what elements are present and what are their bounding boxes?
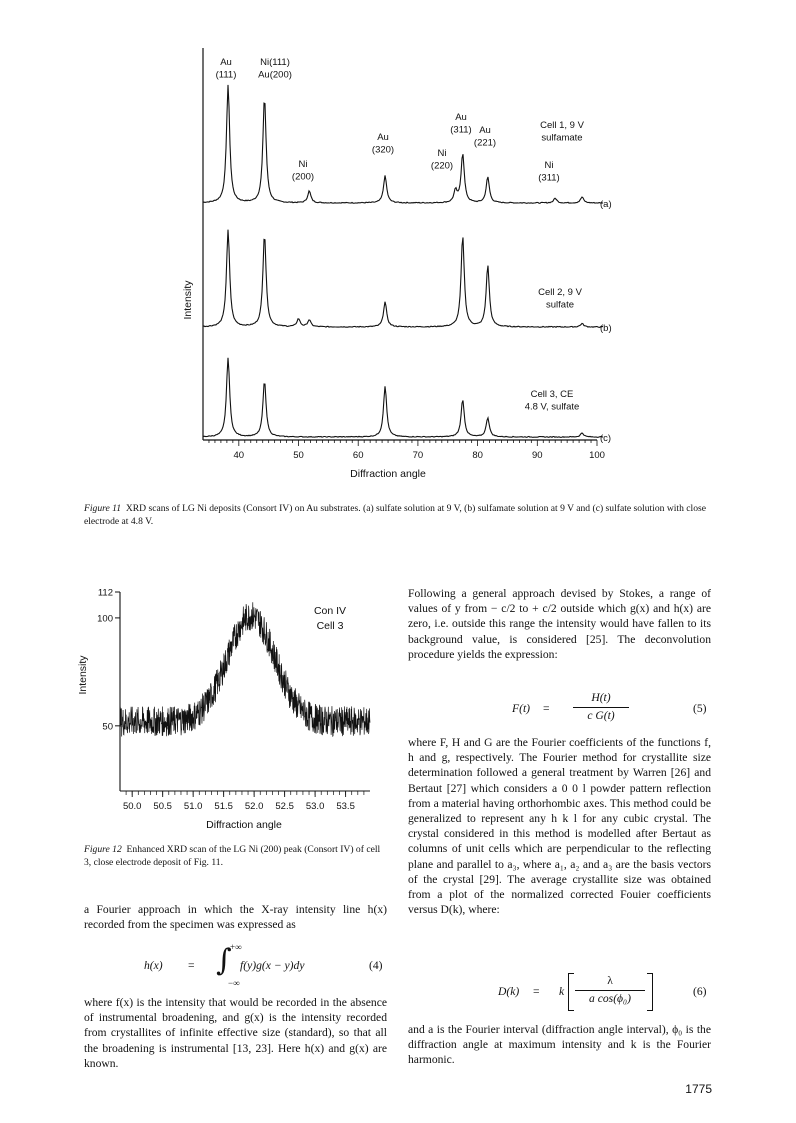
- figure-11-series-label: sulfate: [546, 299, 574, 311]
- equation-4: [84, 942, 387, 989]
- figure-12-x-tick-label: 50.0: [122, 801, 142, 812]
- eq6-number: (6): [693, 985, 707, 998]
- figure-11-series-b-trace: [203, 230, 603, 328]
- page-number: 1775: [685, 1082, 712, 1096]
- figure-11-caption: [84, 502, 712, 528]
- figure-11-series-label: Cell 1, 9 V: [540, 120, 584, 131]
- figure-12-legend-line-2: Cell 3: [316, 620, 344, 632]
- eq5-number: (5): [693, 702, 707, 715]
- figure-11-peak-label: Ni: [437, 148, 447, 159]
- right-column-paragraph-1: Following a general approach devised by Stokes, a range of values of y from − c/2 to + c/2 outside which g(x) and h(x) are zero, i.e. outside this range the intensity would have fallen to its background value, is considered [25]. The deconvolution procedure yields the expression:: [408, 587, 711, 661]
- figure-12-caption-text: Enhanced XRD scan of the LG Ni (200) peak (Consort IV) of cell 3, close electrode deposit of Fig. 11.: [84, 844, 381, 868]
- figure-12-x-axis-label: Diffraction angle: [206, 819, 282, 831]
- figure-12-caption-label: Figure 12: [84, 844, 122, 855]
- figure-11-caption-text: XRD scans of LG Ni deposits (Consort IV) on Au substrates. (a) sulfate solution at 9 V, (b) sulfamate solution at 9 V and (c) sulfate solution with close electrode at 4.8 V.: [84, 503, 707, 527]
- figure-11-peak-label: Ni(111): [260, 57, 290, 68]
- figure-11-peak-label: Au: [377, 132, 389, 143]
- figure-12-legend-line-1: Con IV: [313, 605, 347, 617]
- figure-11-series-c-tag: (c): [600, 433, 612, 444]
- figure-11-series-a-trace: [203, 85, 603, 203]
- figure-11-peak-label: Au(200): [258, 69, 292, 81]
- figure-12-y-axis-label: Intensity: [77, 655, 89, 695]
- eq5-denominator: c G(t): [587, 709, 615, 722]
- figure-11-peak-label: Ni: [298, 159, 308, 170]
- figure-11-series-a-tag: (a): [600, 199, 612, 210]
- figure-11-peak-label: Ni: [544, 160, 554, 171]
- eq6-equals: =: [533, 985, 540, 998]
- figure-12-x-tick-label: 53.0: [305, 801, 325, 812]
- eq5-fraction-bar: [573, 707, 629, 708]
- figure-12-y-tick-label: 112: [97, 587, 113, 599]
- eq4-number: (4): [369, 959, 383, 972]
- figure-11-peak-label: (220): [430, 160, 454, 172]
- figure-11-x-axis-label: Diffraction angle: [350, 468, 426, 480]
- figure-12-y-tick-label: 50: [102, 721, 113, 733]
- figure-11-chart: [0, 0, 796, 490]
- left-column-paragraph-2: where f(x) is the intensity that would be recorded in the absence of instrumental broadening, and g(x) is the intensity recorded from crystallites of infinite effective size (standard), so that all the broadening is instrumental [13, 23]. Here h(x) and g(x) are known.: [84, 996, 387, 1070]
- eq6-denominator: a cos(ϕ₀): [589, 992, 631, 1005]
- figure-12-y-tick-label: 100: [97, 613, 113, 625]
- figure-11-caption-label: Figure 11: [84, 503, 122, 514]
- equation-6: [408, 971, 711, 1015]
- eq4-integral-sign: ∫: [216, 943, 232, 978]
- figure-11-y-axis-label: Intensity: [182, 280, 194, 320]
- figure-12-chart: [0, 570, 400, 840]
- figure-11-x-tick-label: 60: [352, 450, 364, 461]
- figure-12-x-tick-label: 51.0: [183, 801, 203, 812]
- figure-12-x-tick-label: 50.5: [153, 801, 172, 812]
- eq4-upper-limit: +∞: [230, 942, 242, 952]
- right-column-paragraph-3: and a is the Fourier interval (diffraction angle interval), ϕ₀ is the diffraction angle at maximum intensity and k is the Fourier harmonic.: [408, 1023, 711, 1067]
- figure-11-peak-label: (221): [473, 137, 497, 149]
- eq4-lower-limit: −∞: [228, 978, 240, 988]
- eq6-fraction-bar: [575, 990, 645, 991]
- figure-11-peak-label: Au: [479, 125, 491, 136]
- figure-12-caption: [84, 843, 389, 869]
- figure-11-series-label: sulfamate: [541, 132, 583, 144]
- figure-11-peak-label: (320): [371, 144, 395, 156]
- figure-11-series-b-tag: (b): [600, 323, 612, 334]
- figure-12-x-tick-label: 53.5: [336, 801, 355, 812]
- eq4-rhs: f(y)g(x − y)dy: [240, 959, 305, 972]
- figure-11-x-tick-label: 90: [532, 450, 543, 461]
- eq6-right-bracket: [647, 973, 653, 1011]
- figure-11-series-label: Cell 3, CE: [530, 389, 574, 400]
- figure-11-x-tick-label: 50: [293, 450, 304, 461]
- right-column-paragraph-2: where F, H and G are the Fourier coefficients of the functions f, h and g, respectively. The Fourier method for crystallite size determination followed a general treatment by Warren [26] and Bertaut [27] which considers a 0 0 l powder pattern reflection from a material having orthorhombic axes. This method could be generalized to represent any h k l for any cubic crystal. The crystal considered in this method is modelled after Bertaut as columns of unit cells which are perpendicular to the reflecting plane and parallel to a₃, where a₁, a₂ and a₃ are the basis vectors of the crystal [29]. The average crystallite size was obtained from a plot of the normalized corrected Fouier coefficients versus D(k), where:: [408, 736, 711, 917]
- equation-5: [408, 688, 711, 728]
- eq6-k: k: [559, 985, 565, 998]
- figure-11-series-label: 4.8 V, sulfate: [524, 401, 580, 413]
- figure-11-series-labels: [525, 120, 612, 444]
- figure-11-x-tick-label: 70: [412, 450, 424, 461]
- figure-11-series-label: Cell 2, 9 V: [538, 287, 582, 298]
- figure-11-peak-label: (311): [538, 172, 560, 184]
- figure-11-peak-label: Au: [455, 112, 467, 123]
- figure-11-peak-label: (200): [291, 171, 315, 183]
- figure-11-x-tick-label: 40: [233, 450, 245, 461]
- figure-12-x-tick-label: 52.0: [244, 801, 264, 812]
- eq5-numerator: H(t): [591, 691, 611, 704]
- figure-11-peak-label: Au: [220, 57, 232, 68]
- eq6-lhs: D(k): [498, 985, 520, 998]
- eq5-equals: =: [543, 702, 550, 715]
- left-column-paragraph-1: a Fourier approach in which the X-ray intensity line h(x) recorded from the specimen was expressed as: [84, 903, 387, 932]
- figure-11-peak-label: (111): [215, 69, 237, 81]
- figure-11-peak-label: (311): [450, 124, 472, 136]
- eq5-lhs: F(t): [512, 702, 531, 715]
- eq6-numerator: λ: [607, 974, 613, 987]
- eq4-equals: =: [188, 959, 195, 972]
- figure-12-x-tick-label: 51.5: [214, 801, 233, 812]
- figure-12-x-tick-label: 52.5: [275, 801, 294, 812]
- figure-11-x-tick-label: 100: [589, 450, 605, 461]
- figure-11-x-tick-label: 80: [472, 450, 483, 461]
- eq4-lhs: h(x): [144, 959, 163, 972]
